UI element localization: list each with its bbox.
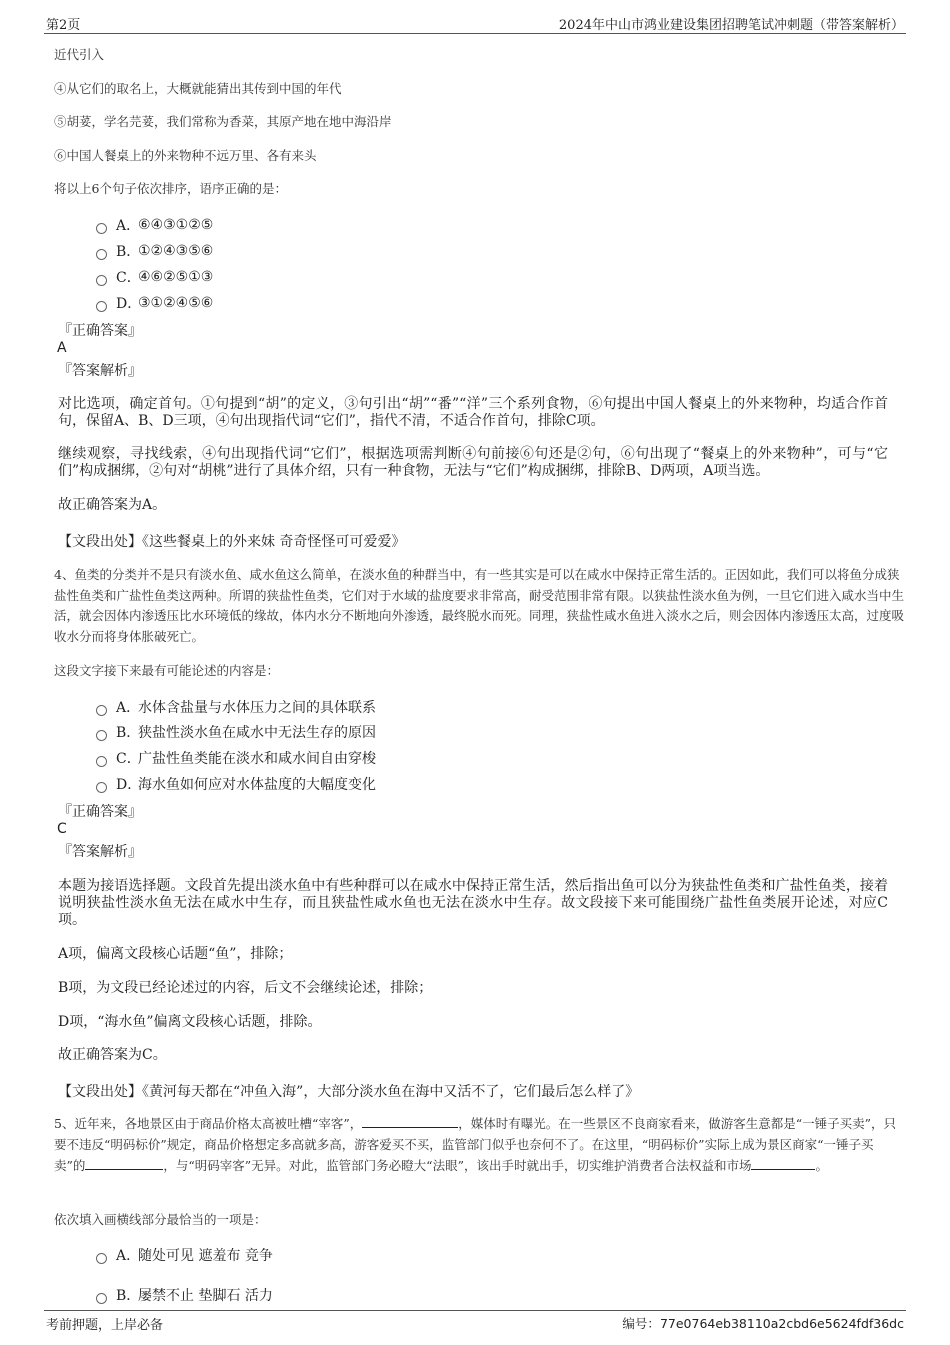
- q5-stem-part-1: 5、近年来，各地景区由于商品价格太高被吐槽“宰客”，: [54, 1116, 363, 1131]
- q4-analysis-5: 故正确答案为C。: [58, 1047, 167, 1063]
- option-letter: A．: [116, 218, 141, 234]
- q4-analysis-1: 本题为接语选择题。文段首先提出淡水鱼中有些种群可以在咸水中保持正常生活，然后指出鱼可以分为狭盐性鱼类和广盐性鱼类，接着说明狭盐性淡水鱼无法在咸水中生存，而且狭盐性咸水鱼也无法在淡水中生存。故文段接下来可能围绕广盐性鱼类展开论述，对应C项。: [58, 878, 888, 928]
- footer-divider: [44, 1310, 906, 1311]
- q4-stem: 4、鱼类的分类并不是只有淡水鱼、咸水鱼这么简单，在淡水鱼的种群当中，有一些其实是可以在咸水中保持正常生活的。正因如此，我们可以将鱼分成狭盐性鱼类和广盐性鱼类这两种。所谓的狭盐性鱼类，它们对于水域的盐度要求非常高，耐受范围非常有限。以狭盐性淡水鱼为例，一旦它们进入咸水当中生活，就会因体内渗透压比水环境低的缘故，体内水分不断地向外渗透，最终脱水而死。同理，狭盐性咸水鱼进入淡水之后，则会因体内渗透压太高，过度吸收水分而将身体胀破死亡。: [54, 567, 905, 644]
- q3-option-d[interactable]: [96, 293, 213, 313]
- option-letter: B．: [116, 1288, 141, 1304]
- radio-icon[interactable]: [96, 730, 107, 741]
- q3-option-b[interactable]: [96, 241, 213, 261]
- q3-analysis-2: 继续观察，寻找线索，④句出现指代词“它们”，根据选项需判断④句前接⑥句还是②句，⑥句出现了“餐桌上的外来物种”，可与“它们”构成捆绑，②句对“胡桃”进行了具体介绍，只有一种食物，无法与“它们”构成捆绑，排除B、D两项，A项当选。: [58, 446, 888, 479]
- q3-analysis-1: 对比选项，确定首句。①句提到“胡”的定义，③句引出“胡”“番”“洋”三个系列食物，⑥句提出中国人餐桌上的外来物种，均适合作首句，保留A、B、D三项，④句出现指代词“它们”，指代不清，不适合作首句，排除C项。: [58, 396, 888, 429]
- radio-icon[interactable]: [96, 756, 107, 767]
- q3-line-1: 近代引入: [54, 47, 105, 62]
- document-title: 2024年中山市鸿业建设集团招聘笔试冲刺题（带答案解析）: [558, 18, 904, 33]
- q3-line-2: ④从它们的取名上，大概就能猜出其传到中国的年代: [54, 81, 342, 96]
- q5-stem: [54, 1113, 904, 1177]
- q5-question: 依次填入画横线部分最恰当的一项是：: [54, 1212, 267, 1227]
- option-letter: C．: [116, 270, 141, 286]
- q3-source: 【文段出处】《这些餐桌上的外来妹 奇奇怪怪可可爱爱》: [58, 534, 406, 550]
- q3-option-c[interactable]: [96, 267, 213, 287]
- q4-analysis-label: 『答案解析』: [58, 844, 142, 860]
- q4-analysis-4: D项，“海水鱼”偏离文段核心话题，排除。: [58, 1014, 322, 1030]
- q4-option-c[interactable]: [96, 748, 376, 768]
- radio-icon[interactable]: [96, 249, 107, 260]
- fill-blank-1[interactable]: [362, 1113, 458, 1128]
- q3-option-a[interactable]: [96, 215, 213, 235]
- option-text: 随处可见 遮羞布 竞争: [138, 1248, 273, 1264]
- document-id: [622, 1314, 904, 1332]
- fill-blank-2[interactable]: [85, 1155, 163, 1170]
- option-letter: B．: [116, 725, 141, 741]
- document-id-code: 77e0764eb38110a2cbd6e5624fdf36dc: [659, 1316, 904, 1331]
- q4-analysis-2: A项，偏离文段核心话题“鱼”，排除；: [58, 946, 293, 962]
- q4-answer: C: [57, 821, 67, 837]
- q5-option-a[interactable]: [96, 1245, 273, 1265]
- q5-stem-part-4: 。: [815, 1158, 828, 1173]
- radio-icon[interactable]: [96, 1253, 107, 1264]
- fill-blank-3[interactable]: [751, 1155, 815, 1170]
- q3-answer-label: 『正确答案』: [58, 323, 142, 339]
- option-letter: D．: [116, 296, 142, 312]
- q3-line-4: ⑥中国人餐桌上的外来物种不远万里、各有来头: [54, 148, 317, 163]
- radio-icon[interactable]: [96, 782, 107, 793]
- q5-stem-part-3: ，与“明码宰客”无异。对此，监管部门务必瞪大“法眼”，该出手时就出手，切实维护消费者合法权益和市场: [163, 1158, 752, 1173]
- q4-option-d[interactable]: [96, 774, 376, 794]
- radio-icon[interactable]: [96, 301, 107, 312]
- option-text: ③①②④⑤⑥: [138, 295, 214, 311]
- q4-answer-label: 『正确答案』: [58, 804, 142, 820]
- q5-stem-part-2: ，媒体时有曝光。在一些景区不良商家看来，做游客生意都是“一锤子买卖”，只要不违反“明码标价”规定，商品价格想定多高就多高，游客爱买不买，监管部门似乎也奈何不了。在这里，“明码标价”实际上成为景区商家“一锤子买卖”的: [54, 1116, 897, 1173]
- radio-icon[interactable]: [96, 705, 107, 716]
- option-letter: D．: [116, 777, 142, 793]
- option-text: ④⑥②⑤①③: [138, 269, 214, 285]
- option-text: ①②④③⑤⑥: [138, 243, 214, 259]
- footer-slogan: 考前押题，上岸必备: [46, 1318, 164, 1333]
- page-number: 第2页: [46, 18, 81, 33]
- q4-question: 这段文字接下来最有可能论述的内容是：: [54, 663, 280, 678]
- option-text: ⑥④③①②⑤: [138, 217, 214, 233]
- option-text: 狭盐性淡水鱼在咸水中无法生存的原因: [138, 725, 376, 741]
- option-text: 水体含盐量与水体压力之间的具体联系: [138, 700, 376, 716]
- q5-option-b[interactable]: [96, 1285, 273, 1305]
- q3-analysis-3: 故正确答案为A。: [58, 497, 167, 513]
- option-text: 屡禁不止 垫脚石 活力: [138, 1288, 273, 1304]
- q4-option-a[interactable]: [96, 697, 376, 717]
- header-divider: [44, 33, 906, 34]
- option-text: 海水鱼如何应对水体盐度的大幅度变化: [138, 777, 376, 793]
- radio-icon[interactable]: [96, 275, 107, 286]
- option-letter: A．: [116, 1248, 141, 1264]
- option-text: 广盐性鱼类能在淡水和咸水间自由穿梭: [138, 751, 376, 767]
- option-letter: C．: [116, 751, 141, 767]
- radio-icon[interactable]: [96, 1293, 107, 1304]
- q4-source: 【文段出处】《黄河每天都在“冲鱼入海”，大部分淡水鱼在海中又活不了，它们最后怎么样了》: [58, 1084, 640, 1100]
- q4-option-b[interactable]: [96, 722, 376, 742]
- option-letter: A．: [116, 700, 141, 716]
- option-letter: B．: [116, 244, 141, 260]
- q3-analysis-label: 『答案解析』: [58, 363, 142, 379]
- q3-line-3: ⑤胡荽，学名芫荽，我们常称为香菜，其原产地在地中海沿岸: [54, 114, 392, 129]
- q3-answer: A: [57, 340, 67, 356]
- document-id-label: 编号：: [622, 1316, 660, 1331]
- q3-question: 将以上6个句子依次排序，语序正确的是：: [54, 181, 287, 196]
- radio-icon[interactable]: [96, 223, 107, 234]
- q4-analysis-3: B项，为文段已经论述过的内容，后文不会继续论述，排除；: [58, 980, 433, 996]
